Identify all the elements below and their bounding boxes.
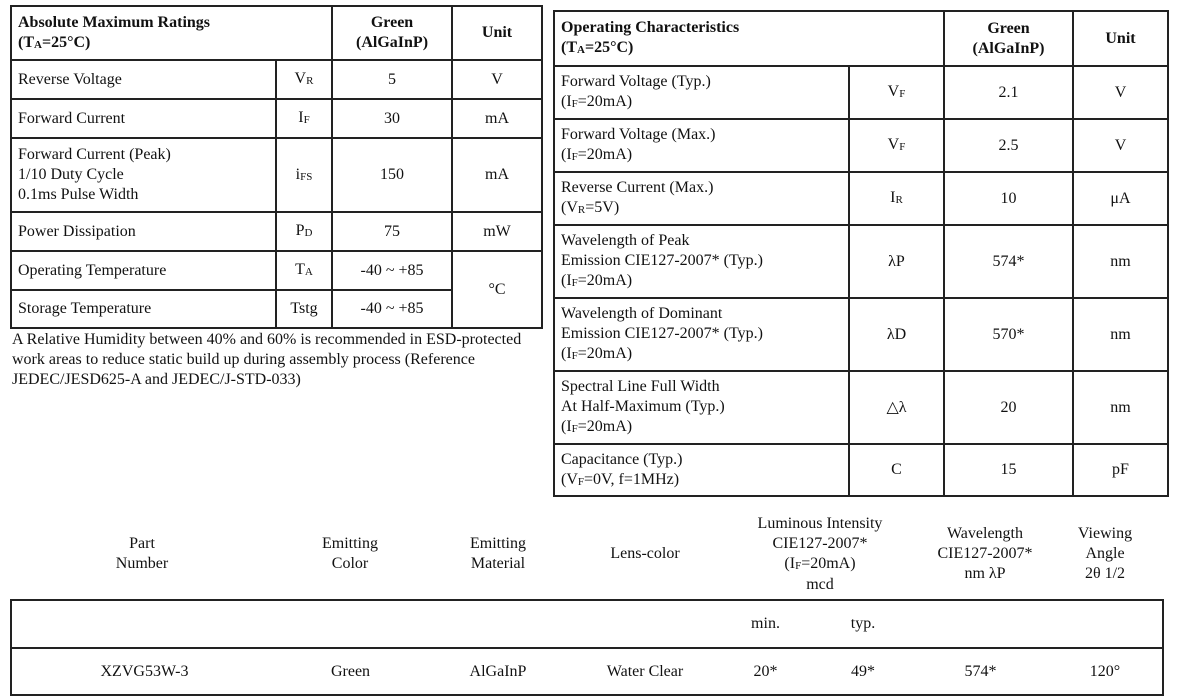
param-cell: Operating Temperature [11,251,276,290]
param-cell: Capacitance (Typ.) ($V_F=0V$, f=1MHz) [554,444,849,496]
amr-title-cell [11,6,332,60]
table-row [554,66,1168,119]
unit-cell: pF [1073,444,1168,496]
symbol-cell: $T_A$ [276,251,332,290]
unit-cell: mA [452,99,542,138]
luminous-typ-cell: 49* [813,648,913,695]
oc-condition: $(T_A=25^\circ C)$ [561,39,634,56]
humidity-note: A Relative Humidity between 40% and 60% is recommended in ESD-protected work areas to reduce static build up during assembly process (Reference JEDEC/JESD625-A and JEDEC/J-STD-033) [12,331,522,388]
wavelength-header: Wavelength CIE127-2007* nm λP [937,525,1033,582]
param-cell: Power Dissipation [11,212,276,251]
value-cell: 150 [332,138,452,212]
param-cell: Forward Current (Peak) 1/10 Duty Cycle 0.1ms Pulse Width [11,138,276,212]
symbol-cell: △λ [849,371,944,444]
table-row [11,212,542,251]
wavelength-cell: 574* [913,648,1048,695]
amr-unit-header: Unit [452,6,542,60]
part-table [10,599,1164,696]
symbol-cell: $i_{FS}$ [276,138,332,212]
table-row [554,225,1168,298]
param-cell: Wavelength of Peak Emission CIE127-2007* (Typ.) $(I_F=20mA)$ [554,225,849,298]
symbol-cell: $V_F$ [849,66,944,119]
param-cell: Storage Temperature [11,290,276,328]
symbol-cell: $I_R$ [849,172,944,225]
emitting-material-cell: AlGaInP [424,648,572,695]
part-table-header [10,514,1162,598]
lens-color-cell: Water Clear [572,648,718,695]
value-cell: 5 [332,60,452,99]
operating-characteristics-table [553,10,1169,497]
symbol-cell: $P_D$ [276,212,332,251]
value-cell: 75 [332,212,452,251]
emitting-color-header: Emitting Color [322,535,378,572]
oc-title-cell [554,11,944,66]
unit-cell: nm [1073,298,1168,371]
param-cell: Wavelength of Dominant Emission CIE127-2007* (Typ.) $(I_F=20mA)$ [554,298,849,371]
value-cell: 15 [944,444,1073,496]
amr-title: Absolute Maximum Ratings [18,13,211,31]
unit-cell: V [1073,119,1168,172]
value-cell: 2.5 [944,119,1073,172]
symbol-cell: $I_F$ [276,99,332,138]
value-cell: 570* [944,298,1073,371]
unit-cell: mA [452,138,542,212]
value-cell: 20 [944,371,1073,444]
amr-condition: $(T_A=25^\circ C)$ [18,33,91,51]
symbol-cell: Tstg [276,290,332,328]
param-cell: Reverse Voltage [11,60,276,99]
table-row [11,99,542,138]
value-cell: 2.1 [944,66,1073,119]
table-row [554,371,1168,444]
unit-cell: nm [1073,371,1168,444]
part-subheader-row [11,600,1163,648]
unit-cell: °C [452,251,542,328]
absolute-max-ratings-table [10,5,543,329]
param-cell: Reverse Current (Max.) $(V_R=5V)$ [554,172,849,225]
unit-cell: V [452,60,542,99]
value-cell: 10 [944,172,1073,225]
table-row [554,298,1168,371]
symbol-cell: λD [849,298,944,371]
table-row [554,119,1168,172]
param-cell: Forward Voltage (Max.) $(I_F=20mA)$ [554,119,849,172]
amr-header-row [11,6,542,60]
oc-green-header: Green (AlGaInP) [944,11,1073,66]
symbol-cell: λP [849,225,944,298]
unit-cell: nm [1073,225,1168,298]
value-cell: -40 ~ +85 [332,290,452,328]
oc-header-row [554,11,1168,66]
unit-cell: mW [452,212,542,251]
typ-subheader: typ. [813,600,913,648]
luminous-min-cell: 20* [718,648,813,695]
oc-unit-header: Unit [1073,11,1168,66]
unit-cell: μA [1073,172,1168,225]
min-subheader: min. [718,600,813,648]
symbol-cell: $V_F$ [849,119,944,172]
viewing-angle-header: Viewing Angle 2θ 1/2 [1077,525,1133,582]
table-row [11,251,542,290]
oc-title: Operating Characteristics [561,19,740,36]
amr-green-header: Green (AlGaInP) [332,6,452,60]
table-row [554,444,1168,496]
emitting-material-header: Emitting Material [470,535,526,572]
value-cell: 574* [944,225,1073,298]
lens-color-header: Lens-color [610,545,680,562]
part-number-header: Part Number [115,535,169,572]
symbol-cell: $V_R$ [276,60,332,99]
symbol-cell: C [849,444,944,496]
emitting-color-cell: Green [277,648,424,695]
unit-cell: V [1073,66,1168,119]
param-cell: Spectral Line Full Width At Half-Maximum (Typ.) $(I_F=20mA)$ [554,371,849,444]
part-number-cell: XZVG53W-3 [11,648,277,695]
param-cell: Forward Voltage (Typ.) $(I_F=20mA)$ [554,66,849,119]
value-cell: -40 ~ +85 [332,251,452,290]
table-row [11,138,542,212]
param-cell: Forward Current [11,99,276,138]
table-row [11,648,1163,695]
table-row [554,172,1168,225]
table-row [11,60,542,99]
luminous-intensity-header: Luminous Intensity CIE127-2007* $(I_F=20mA)$ mcd [757,515,883,593]
viewing-angle-cell: 120° [1048,648,1163,695]
value-cell: 30 [332,99,452,138]
